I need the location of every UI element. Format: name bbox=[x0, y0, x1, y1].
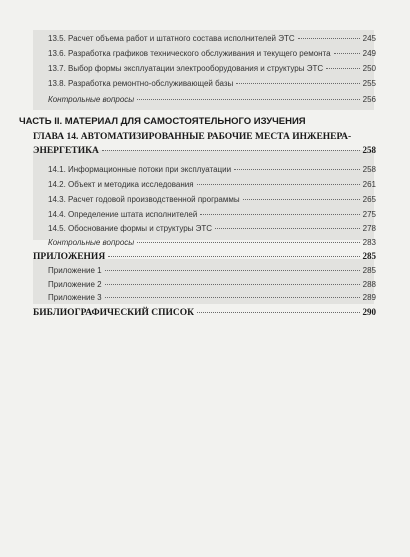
leader-dots bbox=[137, 242, 359, 243]
toc-entry-title: 13.8. Разработка ремонтно-обслуживающей базы bbox=[48, 79, 234, 88]
toc-entry-page: 275 bbox=[362, 210, 376, 219]
leader-dots bbox=[102, 150, 360, 151]
toc-entry-page: 285 bbox=[362, 266, 376, 275]
leader-dots bbox=[326, 68, 360, 69]
leader-dots bbox=[334, 53, 360, 54]
chapter-14-heading-cont[interactable] bbox=[33, 145, 376, 156]
toc-entry-13-5[interactable] bbox=[48, 34, 376, 43]
toc-entry-title: Контрольные вопросы bbox=[48, 95, 135, 104]
appendices-page: 285 bbox=[362, 251, 376, 261]
toc-entry-title: 13.7. Выбор формы эксплуатации электрооборудования и структуры ЭТС bbox=[48, 64, 324, 73]
leader-dots bbox=[215, 228, 360, 229]
toc-entry-appendix-3[interactable] bbox=[48, 293, 376, 302]
toc-entry-14-1[interactable] bbox=[48, 165, 376, 174]
leader-dots bbox=[200, 214, 359, 215]
toc-entry-questions-14[interactable] bbox=[48, 238, 376, 247]
toc-entry-title: Контрольные вопросы bbox=[48, 238, 135, 247]
toc-entry-page: 256 bbox=[362, 95, 376, 104]
toc-entry-page: 255 bbox=[362, 79, 376, 88]
toc-entry-14-2[interactable] bbox=[48, 180, 376, 189]
chapter-title-line1: ГЛАВА 14. АВТОМАТИЗИРОВАННЫЕ РАБОЧИЕ МЕСТА ИНЖЕНЕРА- bbox=[33, 132, 352, 142]
bibliography-page: 290 bbox=[362, 307, 376, 317]
toc-entry-appendix-2[interactable] bbox=[48, 280, 376, 289]
leader-dots bbox=[243, 199, 360, 200]
toc-entry-title: 14.5. Обоснование формы и структуры ЭТС bbox=[48, 224, 213, 233]
bibliography-heading[interactable] bbox=[33, 307, 376, 318]
toc-entry-page: 261 bbox=[362, 180, 376, 189]
toc-entry-13-8[interactable] bbox=[48, 79, 376, 88]
leader-dots bbox=[197, 312, 359, 313]
toc-entry-page: 245 bbox=[362, 34, 376, 43]
toc-entry-13-7[interactable] bbox=[48, 64, 376, 73]
bibliography-title: БИБЛИОГРАФИЧЕСКИЙ СПИСОК bbox=[33, 308, 195, 318]
toc-entry-page: 265 bbox=[362, 195, 376, 204]
toc-entry-page: 283 bbox=[362, 238, 376, 247]
toc-entry-page: 249 bbox=[362, 49, 376, 58]
toc-entry-title: Приложение 2 bbox=[48, 280, 102, 289]
part-2-heading[interactable]: ЧАСТЬ II. МАТЕРИАЛ ДЛЯ САМОСТОЯТЕЛЬНОГО ИЗУЧЕНИЯ bbox=[19, 116, 306, 127]
toc-entry-appendix-1[interactable] bbox=[48, 266, 376, 275]
toc-entry-page: 250 bbox=[362, 64, 376, 73]
toc-entry-title: 14.4. Определение штата исполнителей bbox=[48, 210, 198, 219]
chapter-14-heading[interactable] bbox=[33, 132, 376, 142]
leader-dots bbox=[197, 184, 360, 185]
chapter-page: 258 bbox=[362, 145, 376, 155]
toc-entry-13-6[interactable] bbox=[48, 49, 376, 58]
toc-entry-title: Приложение 1 bbox=[48, 266, 102, 275]
toc-entry-page: 258 bbox=[362, 165, 376, 174]
toc-entry-title: 14.3. Расчет годовой производственной программы bbox=[48, 195, 240, 204]
leader-dots bbox=[105, 297, 360, 298]
appendices-title: ПРИЛОЖЕНИЯ bbox=[33, 252, 106, 262]
toc-entry-page: 289 bbox=[362, 293, 376, 302]
leader-dots bbox=[105, 284, 360, 285]
toc-entry-title: 13.6. Разработка графиков технического обслуживания и текущего ремонта bbox=[48, 49, 331, 58]
toc-entry-title: Приложение 3 bbox=[48, 293, 102, 302]
leader-dots bbox=[105, 270, 360, 271]
toc-entry-page: 278 bbox=[362, 224, 376, 233]
toc-entry-title: 13.5. Расчет объема работ и штатного состава исполнителей ЭТС bbox=[48, 34, 295, 43]
toc-entry-title: 14.1. Информационные потоки при эксплуатации bbox=[48, 165, 232, 174]
chapter-title-line2: ЭНЕРГЕТИКА bbox=[33, 146, 99, 156]
leader-dots bbox=[108, 256, 359, 257]
toc-entry-title: 14.2. Объект и методика исследования bbox=[48, 180, 194, 189]
toc-entry-14-3[interactable] bbox=[48, 195, 376, 204]
appendices-heading[interactable] bbox=[33, 251, 376, 262]
leader-dots bbox=[236, 83, 359, 84]
toc-entry-page: 288 bbox=[362, 280, 376, 289]
toc-entry-14-4[interactable] bbox=[48, 210, 376, 219]
leader-dots bbox=[137, 99, 359, 100]
toc-entry-questions-13[interactable] bbox=[48, 95, 376, 104]
toc-entry-14-5[interactable] bbox=[48, 224, 376, 233]
leader-dots bbox=[234, 169, 360, 170]
leader-dots bbox=[298, 38, 360, 39]
